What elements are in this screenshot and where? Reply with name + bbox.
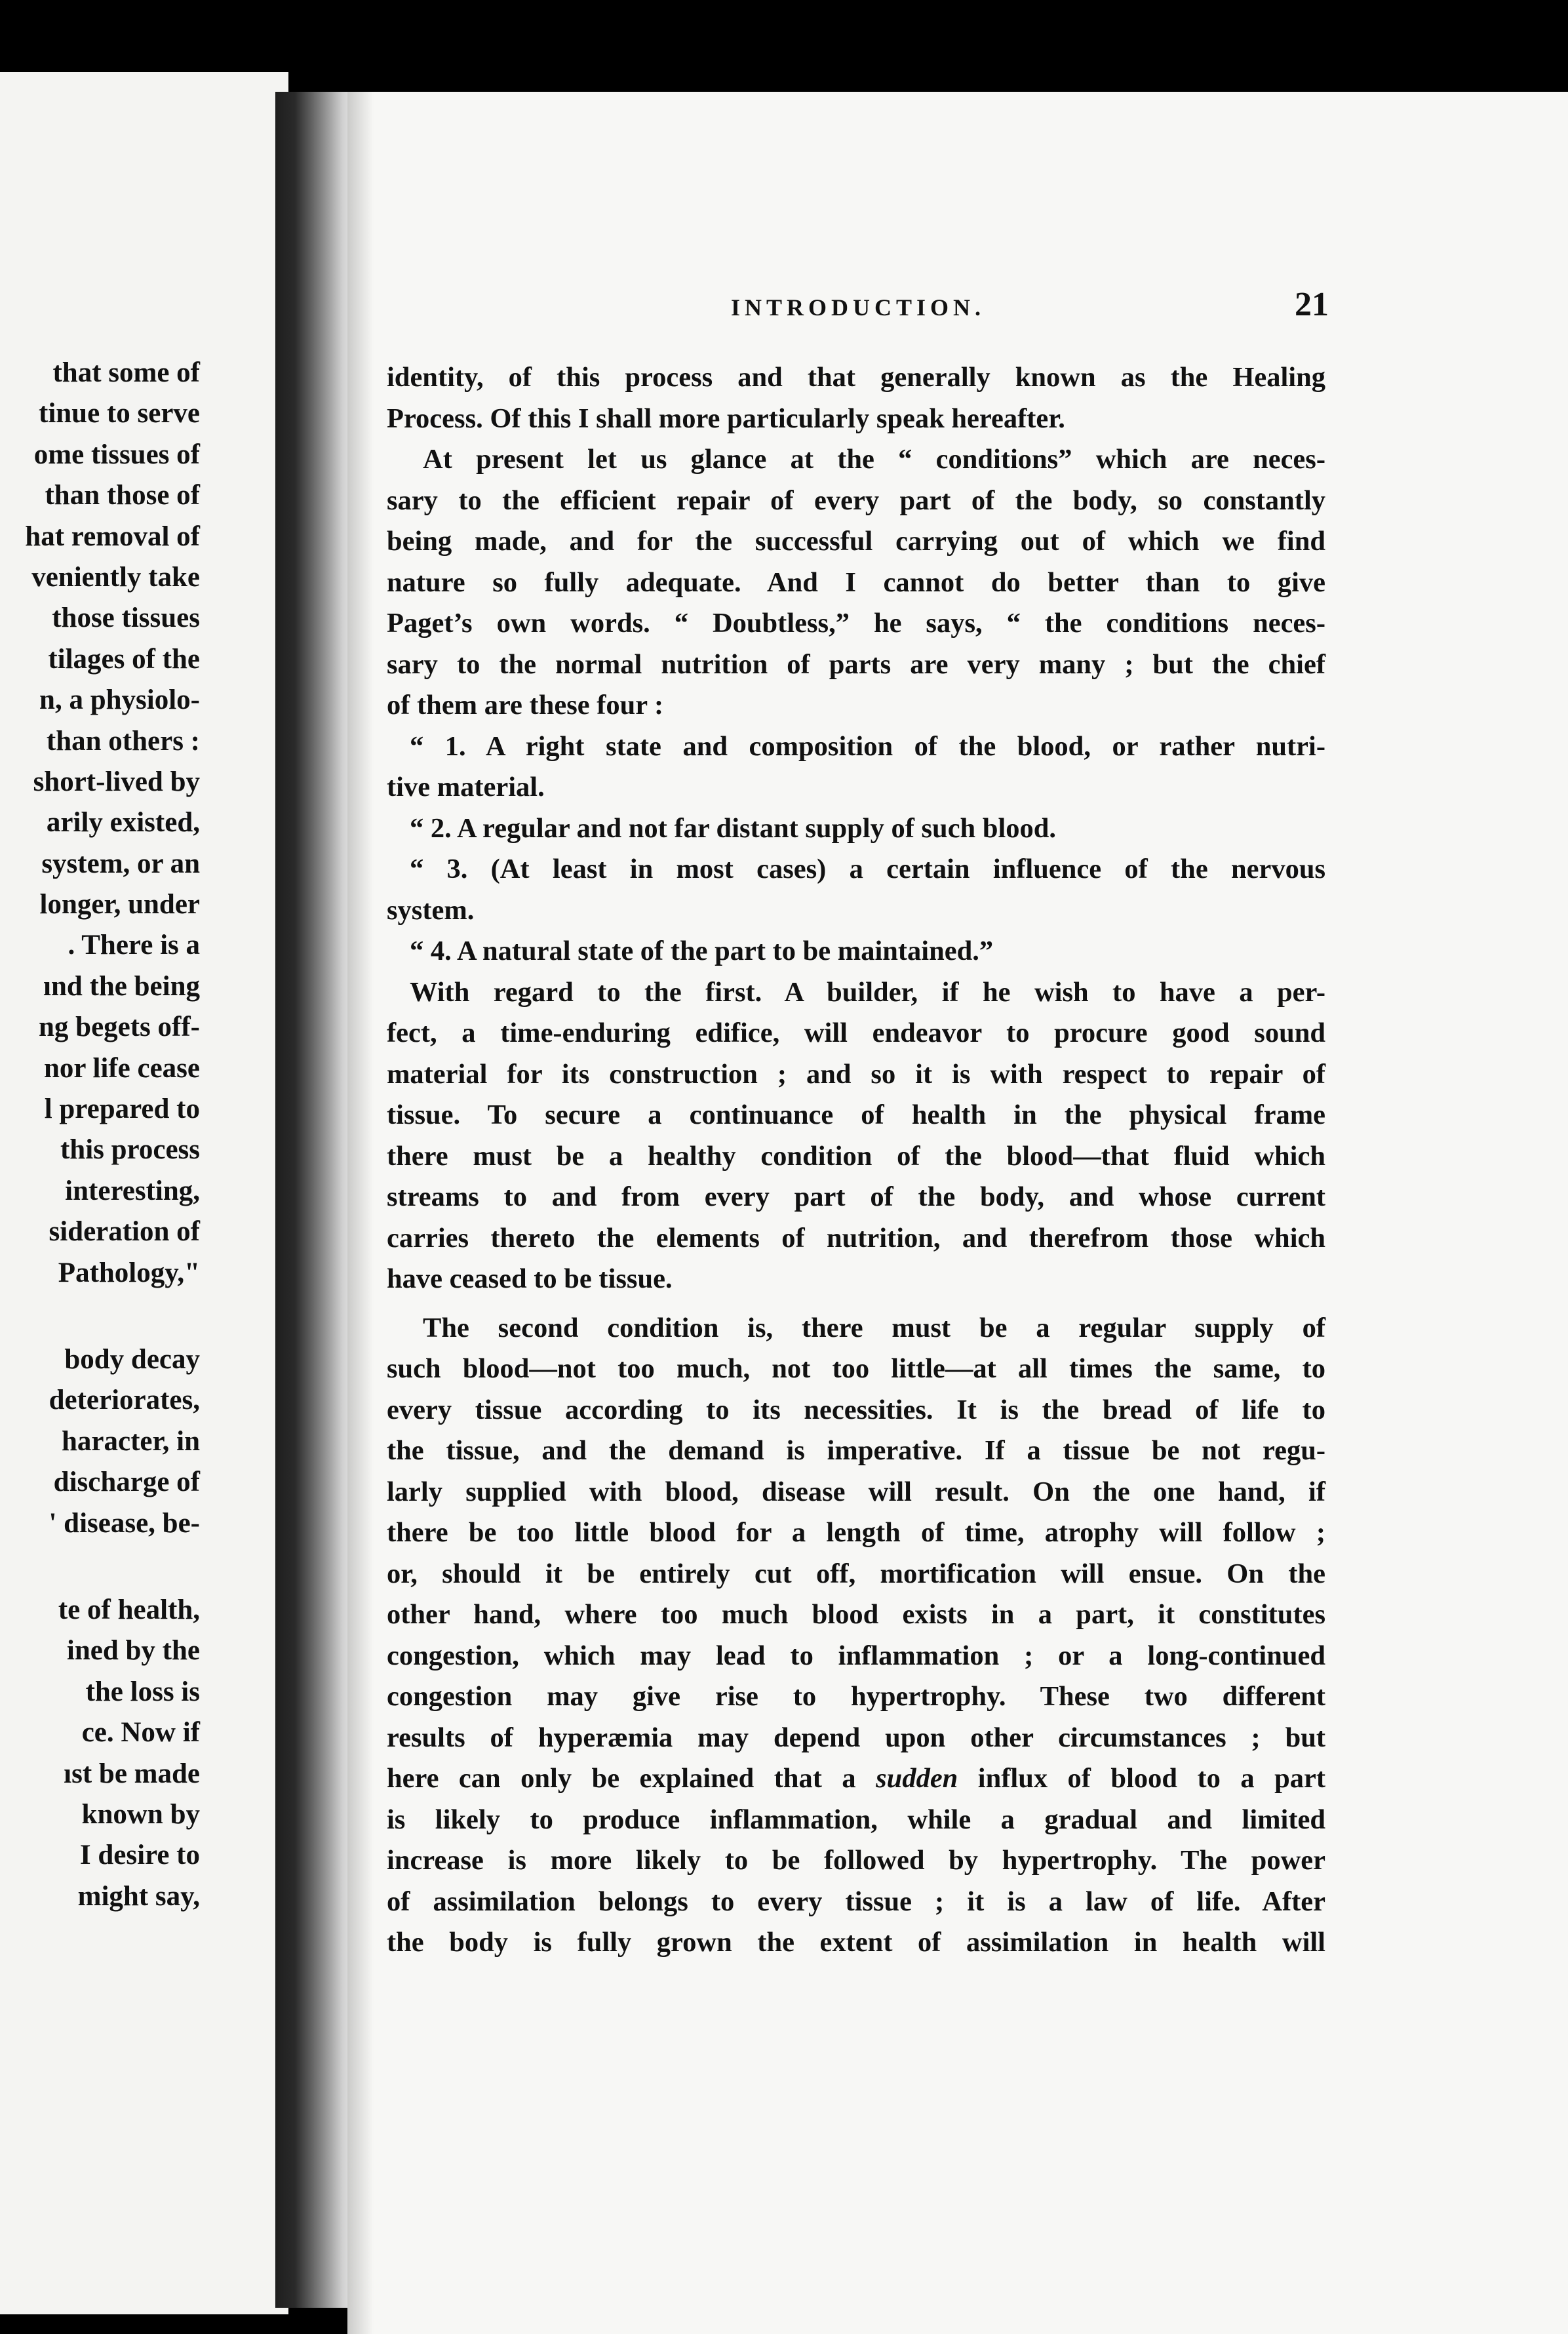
text-line: tissue. To secure a continuance of health in the physical frame [387,1099,1325,1130]
left-page-line: body decay [64,1343,200,1375]
text-line: “ 3. (At least in most cases) a certain influence of the nervous [410,854,1325,884]
left-page-line: ınd the being [43,970,200,1002]
paragraph-gap [0,1544,200,1590]
text-line: every tissue according to its necessities. It is the bread of life to [387,1394,1325,1425]
text-line: larly supplied with blood, disease will result. On the one hand, if [387,1476,1325,1507]
left-page-line: . There is a [68,930,200,961]
left-page-line: tinue to serve [39,398,200,429]
text-line: The second condition is, there must be a regular supply of [423,1312,1325,1343]
left-page-line: tilages of the [48,643,200,675]
left-page-line: veniently take [31,561,200,593]
text-line: fect, a time-enduring edifice, will endeavor to procure good sound [387,1018,1325,1048]
left-page-line: ıst be made [64,1758,200,1789]
text-line: there be too little blood for a length of time, atrophy will follow ; [387,1517,1325,1548]
left-page-line: deteriorates, [49,1385,200,1416]
left-page-line: haracter, in [62,1425,200,1457]
left-page-line: this process [60,1134,200,1166]
text-line: carries thereto the elements of nutrition, and therefrom those which [387,1222,1325,1254]
left-page-line: n, a physiolo- [39,684,200,716]
left-page-line: nor life cease [43,1052,200,1084]
left-page-line: I desire to [79,1840,200,1871]
text-line: Process. Of this I shall more particularly speak hereafter. [387,403,1065,434]
text-line: “ 1. A right state and composition of the blood, or rather nutri- [410,730,1325,762]
text-line: results of hyperæmia may depend upon other circumstances ; but [387,1722,1325,1753]
text-line: there must be a healthy condition of the blood—that fluid which [387,1140,1325,1172]
text-line: material for its construction ; and so it is with respect to repair of [387,1058,1325,1090]
text-line: system. [387,894,475,926]
left-page-line: the loss is [85,1676,200,1707]
left-page-line: arily existed, [46,807,200,839]
left-page-line: te of health, [58,1594,200,1625]
text-line: With regard to the first. A builder, if he wish to have a per- [410,976,1325,1008]
left-page-line: longer, under [39,889,200,920]
left-page-line: those tissues [52,603,200,634]
text-line: increase is more likely to be followed by hypertrophy. The power [387,1845,1325,1876]
left-page-line: might say, [77,1880,200,1912]
text-line: of them are these four : [387,690,664,721]
text-line: nature so fully adequate. And I cannot do better than to give [387,566,1325,598]
left-page-line: ' disease, be- [49,1507,200,1539]
left-page-line: hat removal of [25,521,200,552]
left-page-line: system, or an [41,848,200,879]
text-line: Paget’s own words. “ Doubtless,” he says, “ the conditions neces- [387,608,1325,639]
body-text [387,357,1325,1964]
left-page-line: sideration of [49,1216,200,1248]
left-page [0,72,288,2314]
left-page-line: ng begets off- [38,1012,200,1043]
text-line: congestion may give rise to hypertrophy. These two different [387,1681,1325,1712]
left-page-text [0,353,200,1917]
emphasized-word: sudden [876,1763,958,1794]
left-page-line: known by [81,1798,200,1830]
text-line: such blood—not too much, not too little—at all times the same, to [387,1353,1325,1384]
text-line: congestion, which may lead to inflammation ; or a long-continued [387,1640,1325,1671]
text-line: At present let us glance at the “ conditions” which are neces- [423,444,1325,475]
running-head: INTRODUCTION. [731,294,986,321]
text-line: the tissue, and the demand is imperative. If a tissue be not regu- [387,1435,1325,1466]
text-line: tive material. [387,772,545,802]
text-line: “ 2. A regular and not far distant supply of such blood. [410,812,1057,844]
left-page-line: ined by the [66,1635,200,1667]
paragraph-gap [387,1300,1325,1308]
text-line: the body is fully grown the extent of assimilation in health will [387,1927,1325,1958]
text-line: or, should it be entirely cut off, mortification will ensue. On the [387,1558,1325,1589]
left-page-line: interesting, [65,1175,200,1206]
left-page-line: Pathology," [58,1257,200,1288]
left-page-line: discharge of [53,1467,200,1498]
text-line: sary to the normal nutrition of parts are very many ; but the chief [387,648,1325,680]
text-line: sary to the efficient repair of every part of the body, so constantly [387,485,1325,516]
left-page-line: l prepared to [44,1094,200,1125]
text-line: other hand, where too much blood exists in a part, it constitutes [387,1599,1325,1630]
text-line: identity, of this process and that generally known as the Healing [387,362,1325,393]
gutter-shadow [347,92,374,2334]
left-page-line: than others : [46,725,200,757]
right-page [347,92,1568,2334]
text-line: here can only be explained that a sudden influx of blood to a part [387,1763,1325,1794]
text-line: being made, and for the successful carrying out of which we find [387,526,1325,557]
book-gutter [275,92,354,2308]
text-line: is likely to produce inflammation, while a gradual and limited [387,1804,1325,1835]
left-page-line: than those of [45,480,200,511]
left-page-line: ce. Now if [81,1717,200,1749]
page-number: 21 [1295,286,1329,323]
text-line: “ 4. A natural state of the part to be maintained.” [410,936,994,966]
left-page-line: that some of [52,357,200,388]
text-line: have ceased to be tissue. [387,1263,673,1294]
left-page-line: ome tissues of [33,439,200,470]
text-line: of assimilation belongs to every tissue ; it is a law of life. After [387,1886,1325,1917]
left-page-line: short-lived by [33,766,200,797]
paragraph-gap [0,1294,200,1339]
text-line: streams to and from every part of the body, and whose current [387,1181,1325,1212]
